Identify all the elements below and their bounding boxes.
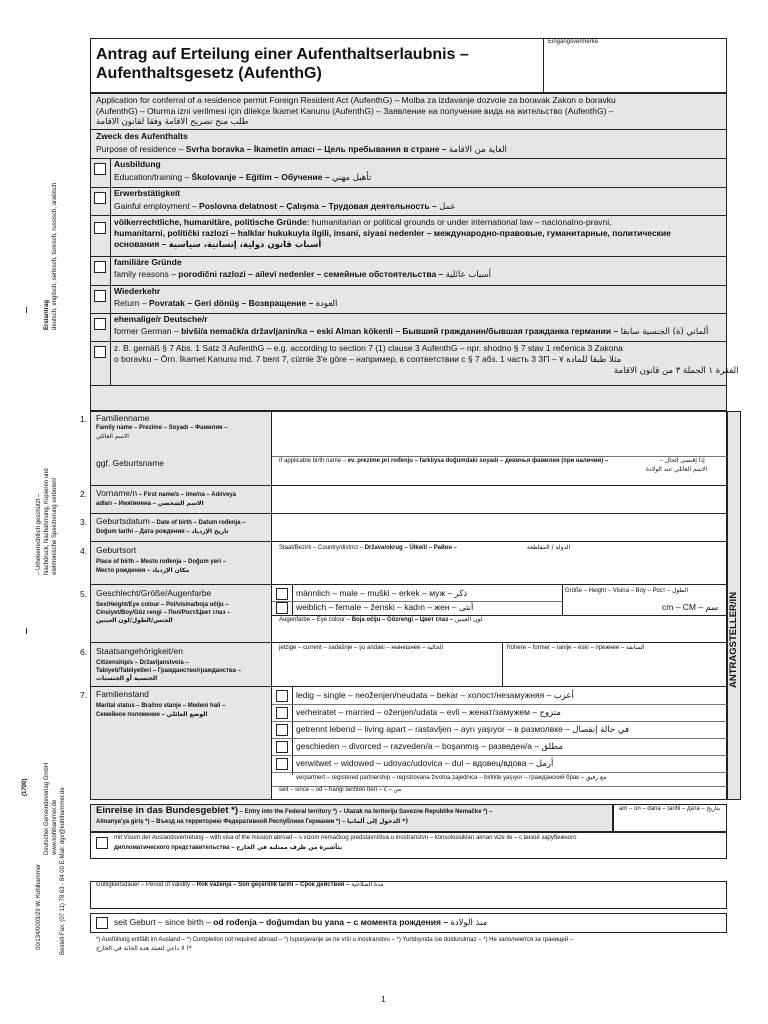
height-label: Größe – Height – Visina – Boy – Рост – الطول	[565, 587, 688, 594]
rule	[90, 285, 727, 286]
height-input[interactable]	[563, 596, 663, 614]
checkbox-wiederkehr[interactable]	[94, 290, 106, 302]
marital-getrennt-label: getrennt lebend – living apart – rastavljen – ayrı yaşıyor – в размолвке – في حالة إنفصال	[296, 724, 630, 735]
side-pub-4: Bestell-Fax: (07 11) 78 63 - 84 00 E-Mail: dgv@kohlhammer.de	[60, 787, 66, 955]
marital-partner-label: verpartnert – registered partnership – registrovana životna zajednica – birlikte yaşıyor – гражданский брак – مع رفيق	[296, 774, 607, 781]
rule	[272, 721, 727, 722]
field-1-num: 1.	[80, 414, 88, 424]
purpose-item-2-title: Erwerbstätigkeit	[114, 188, 181, 198]
rule	[90, 341, 727, 342]
rule	[272, 704, 727, 705]
checkbox-ledig[interactable]	[276, 690, 288, 702]
checkbox-ausbildung[interactable]	[94, 163, 106, 175]
geburtsort-input[interactable]	[272, 555, 727, 584]
purpose-item-4-line: family reasons – porodični razlozi – ailevi nedenler – семейные обстоятельства – أسباب عائلية	[114, 269, 491, 280]
subtitle-arabic: طلب منح تصريح الاقامة وفقا لقانون الاقامة	[96, 117, 249, 127]
side-pub-2: Deutscher Gemeindeverlag GmbH	[44, 762, 50, 855]
citizenship-former-input[interactable]	[503, 655, 727, 686]
field-1-birth-arabic2: الاسم العائلي عند الولادة	[646, 466, 708, 473]
field-6-arabic: الجنسية أو الجنسيات	[96, 675, 158, 682]
page-number: 1	[381, 994, 386, 1004]
sex-male-label: männlich – male – muški – erkek – муж – ذكر	[296, 588, 468, 599]
citizenship-current-input[interactable]	[272, 655, 502, 686]
purpose-item-6-line: former German – bivši/a nemačk/a državljanin/ka – eski Alman kökenli – Бывший гражданин/бывшая гражданка германии – ألماني (ة) الجنسية سابقا	[114, 326, 709, 337]
field-4-state-arabic: الدولة / المقاطعة	[527, 544, 571, 551]
purpose-other-line1: z. B. gemäß § 7 Abs. 1 Satz 3 AufenthG – e.g. according to section 7 (1) clause 3 AufenthG – npr. shodno § 7 stav 1 rečenica 3 Zakona	[114, 343, 623, 353]
entry-title-line: Einreise in das Bundesgebiet *) – Entry into the Federal territory *) – Ulazak na teritoriju Savezne Republike Nemačke *) –	[96, 805, 493, 816]
field-1-arabic: الاسم العائلي	[96, 433, 129, 440]
field-2-title-line: Vorname/n – First name/s – Ime/na – Adı/veya	[96, 488, 236, 498]
purpose-title: Zweck des Aufenthalts	[96, 131, 188, 141]
field-4-num: 4.	[80, 546, 88, 556]
purpose-other-line2: o boravku – Örn. İkamet Kanunu md. 7 bent 7, cümle 3'e göre – например, в соответствии с § 7 абз. 1 часть 3 ЗП – مثلا طبقا للمادة ٧	[114, 354, 622, 365]
rule	[292, 585, 293, 615]
subtitle-line1: Application for conferral of a residence permit Foreign Resident Act (AufenthG) – Molba za izdavanje dozvole za boravak Zakon o boravku	[96, 95, 616, 105]
field-1-title: Familienname	[96, 413, 150, 423]
field-5-sub2: Cinsiyet/Boy/Göz rengi – Пол/Рост/Цвет глаз –	[96, 610, 231, 616]
rule	[110, 215, 111, 256]
field-4-sub1: Place of birth – Mesto rođenja – Doğum yeri –	[96, 559, 227, 565]
rule	[272, 772, 727, 773]
side-legal-3: elektronische Speicherung verboten!	[52, 477, 58, 575]
entry-date-label: am – on – dana – tarihi – дата – بتاريخ	[619, 805, 721, 812]
rule	[272, 738, 727, 739]
checkbox-ehemalig[interactable]	[94, 318, 106, 330]
field-7-sub1: Marital status – Bračno stanje – Medeni hali –	[96, 703, 226, 709]
footnote-line1: *) Ausfüllung entfällt im Ausland – *) Completion not required abroad – *) Ispunjavanje se ne vrši u inostranstvu – *) Yurtdışında ise doldurulmaz – *) Не заполняется за границей –	[96, 937, 574, 943]
rule	[110, 285, 111, 313]
purpose-subtitle: Purpose of residence – Svrha boravka – İkametin amacı – Цель пребывания в стране – الغاية من الاقامة	[96, 144, 507, 155]
rule	[90, 215, 727, 216]
field-1-birth-sub: If applicable birth name – ev. prezime pri rođenju – farklıysa doğumdaki soyadı – девичья фамилия (при наличии) –	[279, 458, 609, 464]
field-7-sub2: Семейное положение – الوضع العائلي	[96, 711, 208, 718]
page-title-line1: Antrag auf Erteilung einer Aufenthaltserlaubnis –	[96, 46, 469, 63]
purpose-item-5-line: Return – Povratak – Geri dönüş – Возвращение – العودة	[114, 298, 338, 309]
side-tick-2	[26, 628, 27, 634]
citizenship-current-label: jetzige – current – sadašnje – şu andaki – нынешнее – الحالية	[279, 644, 444, 651]
rule	[90, 385, 727, 386]
rule	[110, 341, 111, 385]
eye-colour-label: Augenfarbe – Eye colour – Boja očiju – Gözrengi – Цвет глаз – لون العينين	[279, 616, 483, 623]
field-4-sub2: Место рождения – مكان الإزدياد	[96, 567, 190, 574]
rule	[90, 584, 727, 585]
field-6-title: Staatsangehörigkeit/en	[96, 646, 183, 656]
purpose-item-5-title: Wiederkehr	[114, 286, 161, 296]
marital-ledig-label: ledig – single – neoženjen/neudata – bekar – холост/незамужняя – أعزب	[296, 690, 574, 701]
purpose-item-3-line1: völkerrechtliche, humanitäre, politische Gründe: humanitarian or political grounds or under international law – nacionalno-pravni,	[114, 217, 612, 227]
field-1-birth-title: ggf. Geburtsname	[96, 458, 165, 468]
field-3-sub: Doğum tarihi – Дата рождения – تاريخ الإزدياد	[96, 528, 229, 535]
page-title-line2: Aufenthaltsgesetz (AufenthG)	[96, 65, 322, 82]
checkbox-verwitwet[interactable]	[276, 758, 288, 770]
familienname-input[interactable]	[272, 412, 727, 456]
purpose-item-6-title: ehemalige/r Deutsche/r	[114, 314, 208, 324]
antragsteller-label: ANTRAGSTELLER/IN	[728, 591, 739, 688]
height-unit: cm – CM – سم	[662, 602, 719, 613]
side-pub-1: 00/134/0003/29 W. Kohlhammer	[36, 863, 42, 950]
side-tick	[26, 307, 27, 313]
purpose-item-1-line: Education/training – Školovanje – Eğitim – Обучение – تأهيل مهني	[114, 172, 372, 183]
rule	[272, 615, 727, 616]
side-languages: deutsch, englisch, serbisch, türkisch, russisch, arabisch	[52, 182, 58, 330]
rule	[272, 456, 727, 457]
purpose-item-1-title: Ausbildung	[114, 159, 161, 169]
rule	[110, 187, 111, 215]
rule	[272, 601, 562, 602]
marital-verwitwet-label: verwitwet – widowed – udovac/udovica – dul – вдовец/вдова – أرمل	[296, 758, 554, 769]
purpose-item-2-line: Gainful employment – Poslovna delatnost – Çalışma – Трудовая деятельность – عمل	[114, 201, 456, 212]
field-6-num: 6.	[80, 647, 88, 657]
checkbox-since-birth[interactable]	[96, 917, 108, 929]
field-3-num: 3.	[80, 517, 88, 527]
field-4-state: Staat/Bezirk – Country/district – Država/okrug – Ülke/il – Район –	[279, 545, 457, 551]
side-pub-3: www.kohlhammer.de	[52, 799, 58, 855]
footnote-line2: *) لا داعي لتعبئة هذه الخانة في الخارج	[96, 945, 192, 952]
field-2-sub: adları – Имя/имена – الاسم الشخصي	[96, 500, 204, 507]
checkbox-geschieden[interactable]	[276, 741, 288, 753]
field-6-sub2: Tabiyeti/Tabiiyetleri – Гражданство/гражданства –	[96, 668, 241, 674]
field-5-sub1: Sex/Height/Eye colour – Pol/visina/boja očiju –	[96, 602, 229, 608]
checkbox-humanitarian[interactable]	[94, 222, 106, 234]
field-4-title: Geburtsort	[96, 545, 137, 555]
rule	[90, 642, 727, 643]
checkbox-female[interactable]	[276, 602, 288, 614]
purpose-item-3-line2: humanitarni, politički razlozi – halklar hukukuyla ilgili, insani, siyasi nedenler – международно-правовые, гуманитарные, политические	[114, 228, 671, 238]
rule	[90, 187, 727, 188]
checkbox-visa[interactable]	[96, 837, 108, 849]
eingang-label: Eingangsvermerke	[548, 39, 599, 45]
field-3-title-line: Geburtsdatum – Date of birth – Datum rođenja –	[96, 516, 246, 526]
entry-visa-line2: дипломатического представительства – بتأشيرة من طرف ممثلية في الخارج	[114, 844, 343, 851]
entry-visa-line1: mit Visum der Auslandsvertretung – with visa of the mission abroad – s vizom nemačkog predstavništva u inostranstvu – konsoloslukları alınan vize ile – с визой зарубежного	[114, 835, 577, 841]
rule	[110, 256, 111, 285]
subtitle-line2: (AufenthG) – Oturma izni verilmesi için dilekçe İkamet Kanunu (AufenthG) – Заявление на получение вида на жительство (AufenthG) –	[96, 106, 614, 116]
rule	[292, 687, 293, 775]
rule	[272, 755, 727, 756]
field-7-title: Familienstand	[96, 689, 149, 699]
rule	[110, 313, 111, 341]
side-legal-2: Nachdruck, Nachahmung, Kopieren und	[44, 468, 50, 575]
checkbox-verheiratet[interactable]	[276, 707, 288, 719]
rule	[90, 541, 727, 542]
marital-since-label: seit – since – od – hangi tarihten beri – с – من	[279, 786, 402, 793]
field-7-num: 7.	[80, 690, 88, 700]
entry-validity-label: Gültigkeitsdauer – Period of validity – Rok važenja – Son geçerlilik tarihi – Срок действия – مدة الصلاحية	[96, 881, 384, 888]
field-2-num: 2.	[80, 489, 88, 499]
rule	[90, 129, 727, 130]
geburtsdatum-input[interactable]	[272, 514, 727, 541]
field-5-num: 5.	[80, 589, 88, 599]
rule	[90, 686, 727, 687]
field-6-sub1: Citizenship/s – Državljanstvo/a –	[96, 660, 189, 666]
checkbox-erwerb[interactable]	[94, 192, 106, 204]
side-code: (1700)	[22, 778, 28, 796]
checkbox-getrennt[interactable]	[276, 724, 288, 736]
field-1-sub: Family name – Prezime – Soyadı – Фамилия –	[96, 425, 228, 431]
entry-birth-label: seit Geburt – since birth – od rođenja – doğumdan bu yana – с момента рождения – منذ الولادة	[114, 917, 488, 928]
marital-geschieden-label: geschieden – divorced – razveden/a – boşanmış – разведен/а – مطلق	[296, 741, 563, 752]
rule	[90, 158, 727, 159]
entry-line2: Almanya'ya giriş *) – Въезд на территорию Федеративной Республики Германии *) – الدخول إلى ألمانيا *)	[96, 818, 409, 825]
field-5-title: Geschlecht/Größe/Augenfarbe	[96, 588, 212, 598]
sex-female-label: weiblich – female – ženski – kadın – жен – أنثى	[296, 602, 474, 613]
checkbox-familiar[interactable]	[94, 261, 106, 273]
eye-colour-input[interactable]	[272, 626, 727, 642]
rule	[110, 158, 111, 187]
purpose-other-arabic2: الفقرة ١ الجملة ٣ من قانون الاقامة	[614, 366, 739, 376]
purpose-item-3-line3: основания – أسباب قانون دولية، إنسانية، سياسية	[114, 239, 322, 250]
field-1-birth-arabic1: إذا إقتضى الحال –	[660, 457, 705, 464]
purpose-item-4-title: familiäre Gründe	[114, 257, 182, 267]
side-erstantrag: Erstantrag	[44, 299, 50, 330]
marital-verheiratet-label: verheiratet – married – oženjen/udata – evli – женат/замужем – متزوج	[296, 707, 561, 718]
vorname-input[interactable]	[272, 486, 727, 513]
header-divider	[543, 38, 544, 93]
rule	[90, 256, 727, 257]
checkbox-male[interactable]	[276, 588, 288, 600]
field-5-arabic: الجنس/الطول/لون العينين	[96, 617, 173, 624]
side-legal-1: – Urheberrechtlich geschützt –	[36, 493, 42, 575]
checkbox-other[interactable]	[94, 346, 106, 358]
citizenship-former-label: frühere – former – ranije – eski – прежнее – السابقة	[507, 644, 645, 651]
